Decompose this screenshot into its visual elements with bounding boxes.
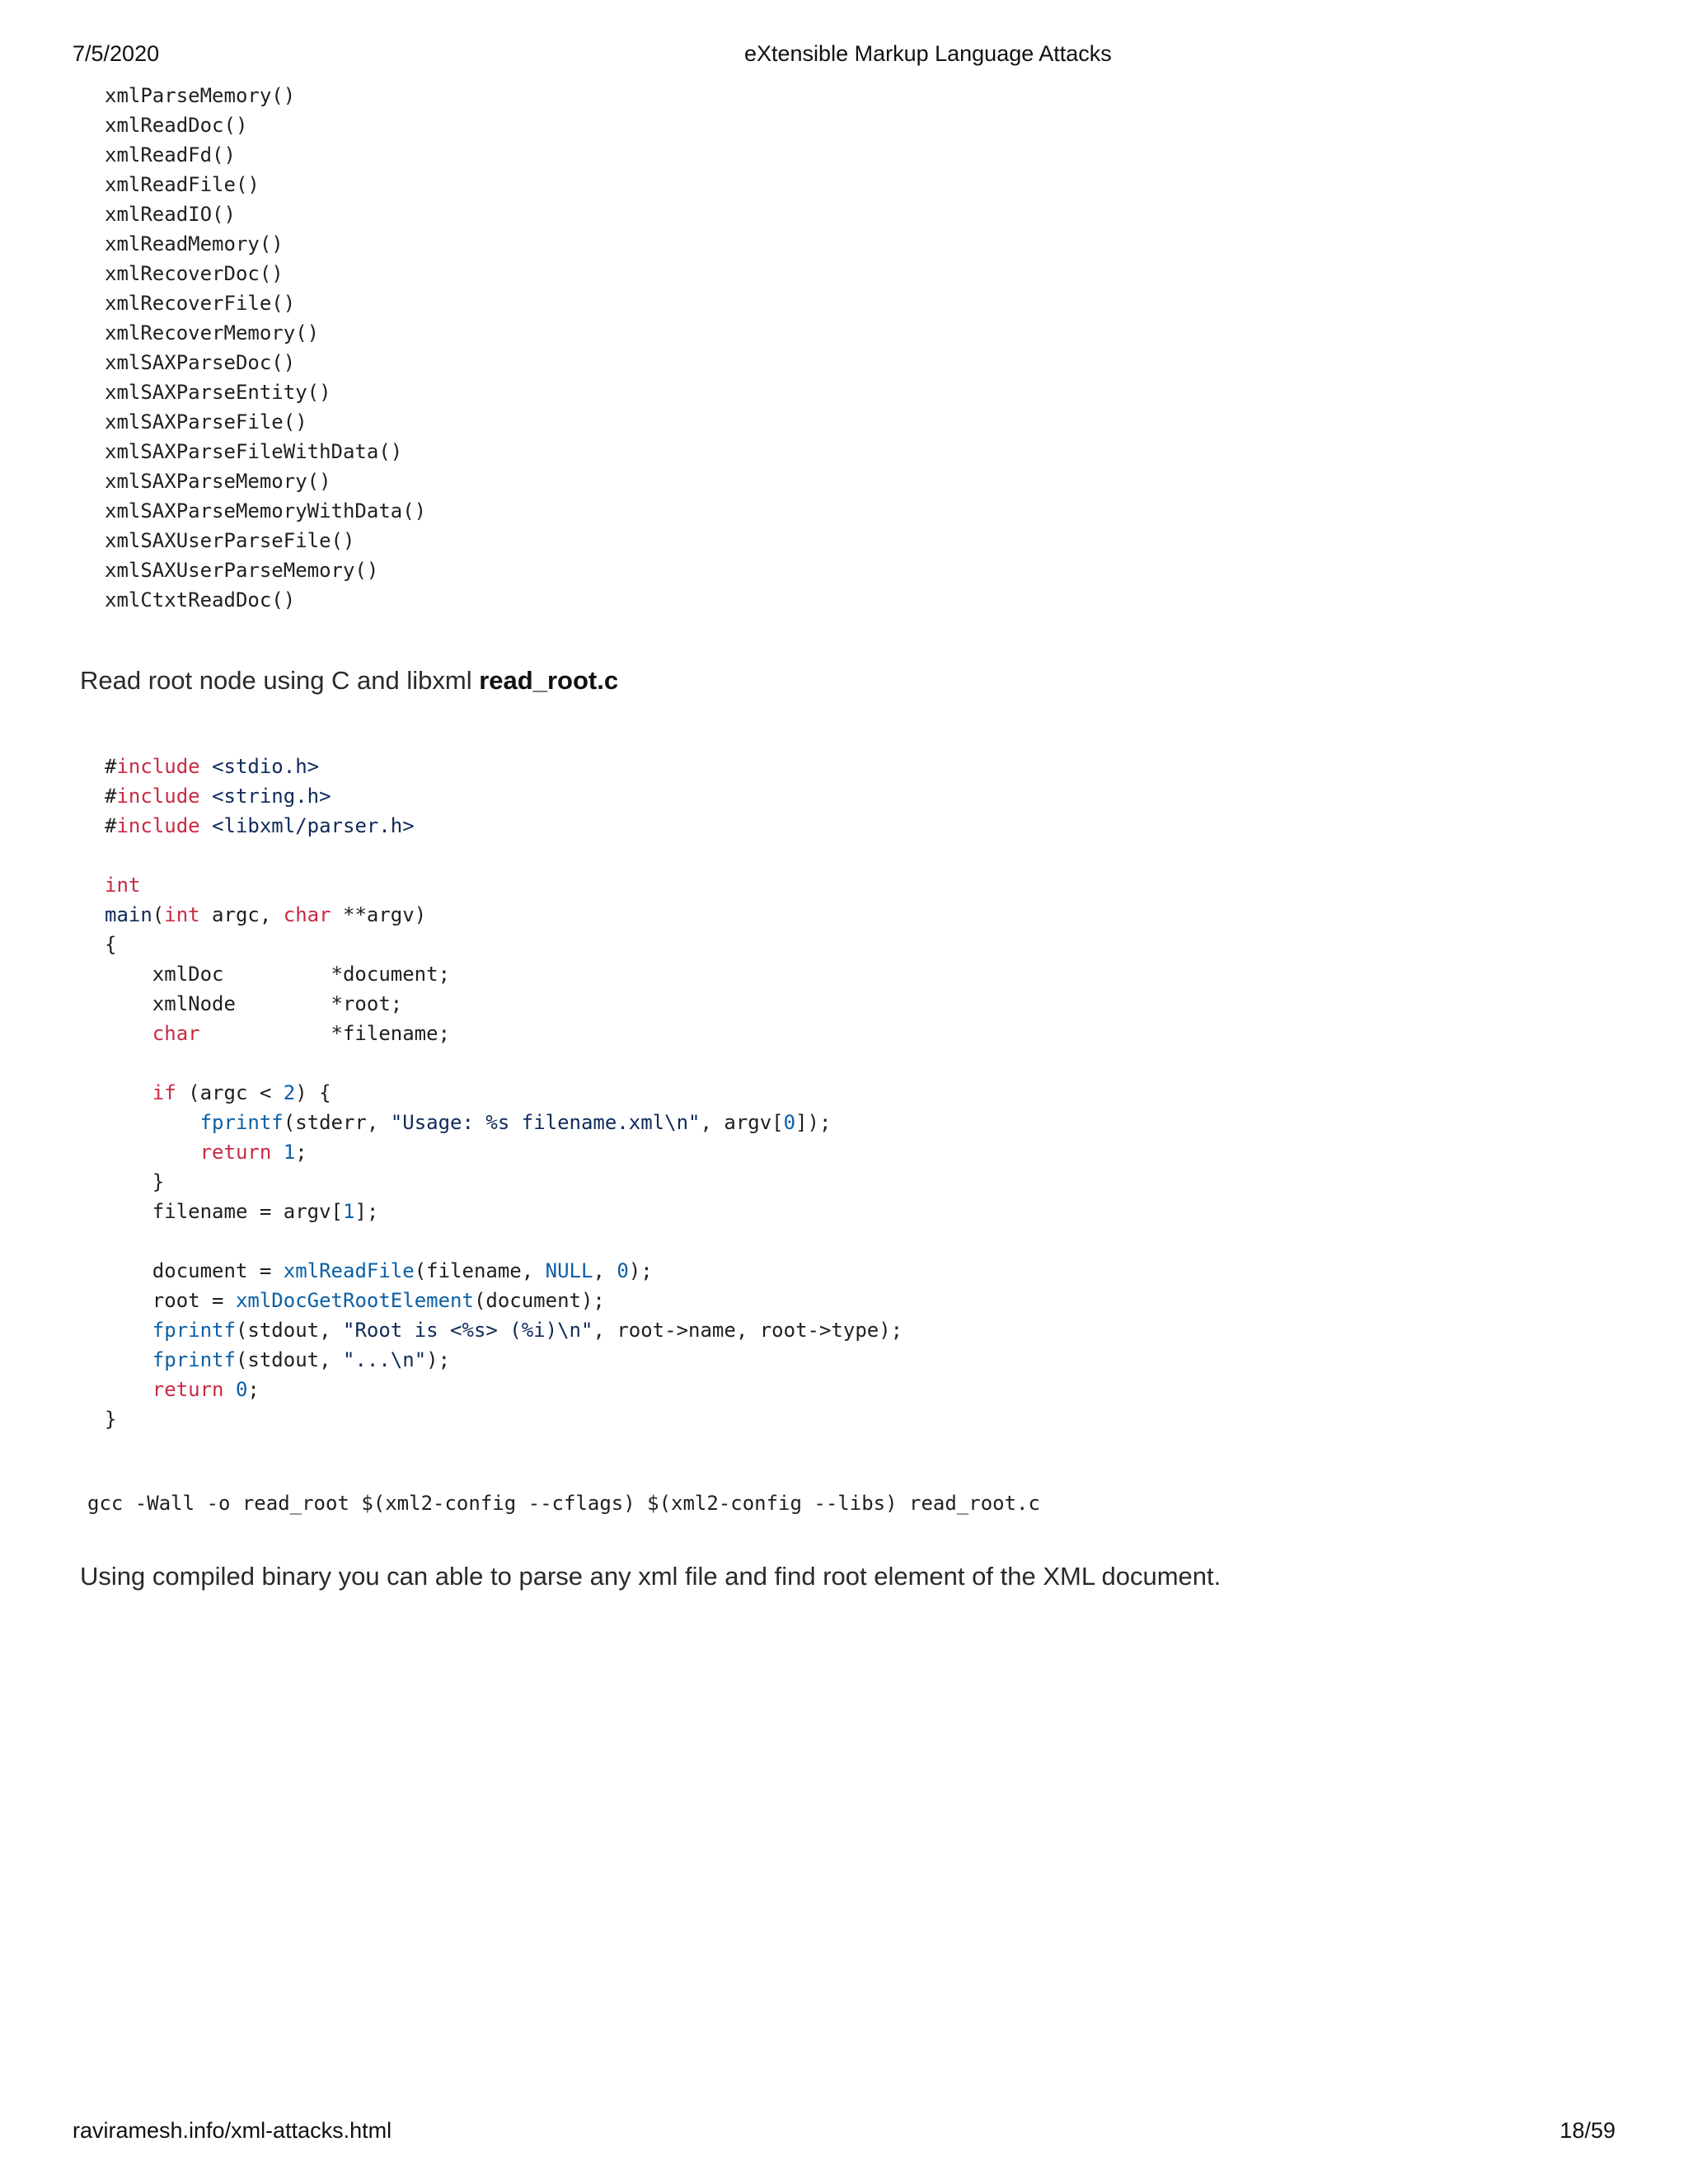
code-line: return 1; <box>199 1141 307 1164</box>
code-line: return 0; <box>152 1378 260 1401</box>
code-line: fprintf(stderr, "Usage: %s filename.xml\n", argv[0]); <box>199 1111 832 1134</box>
function-list-item: xmlParseMemory() <box>105 84 296 107</box>
filename-bold: read_root.c <box>479 666 619 695</box>
code-line: xmlDoc *document; <box>105 963 451 986</box>
function-list-item: xmlSAXParseFileWithData() <box>105 440 403 463</box>
function-list-item: xmlReadDoc() <box>105 114 248 137</box>
code-line: int <box>105 874 141 897</box>
code-line <box>105 1048 903 1078</box>
code-line: { <box>105 933 117 956</box>
print-date: 7/5/2020 <box>73 41 160 66</box>
code-line: #include <stdio.h> <box>105 755 320 778</box>
page-url: raviramesh.info/xml-attacks.html <box>73 2118 392 2143</box>
function-list-item: xmlRecoverFile() <box>105 292 296 315</box>
function-list-item: xmlRecoverDoc() <box>105 262 284 285</box>
code-line: root = xmlDocGetRootElement(document); <box>105 1289 605 1312</box>
function-list-item: xmlReadMemory() <box>105 232 284 255</box>
function-list-item: xmlReadFd() <box>105 143 236 166</box>
code-line: } <box>105 1170 165 1193</box>
code-line: #include <libxml/parser.h> <box>105 814 415 837</box>
code-line: document = xmlReadFile(filename, NULL, 0); <box>105 1259 653 1282</box>
function-list <box>105 81 426 615</box>
code-block <box>105 752 903 1434</box>
function-list-item: xmlSAXUserParseMemory() <box>105 559 379 582</box>
document-title: eXtensible Markup Language Attacks <box>744 41 1112 66</box>
code-line: xmlNode *root; <box>105 992 403 1015</box>
code-line: char *filename; <box>152 1022 451 1045</box>
function-list-item: xmlSAXParseFile() <box>105 410 307 434</box>
intro-paragraph <box>80 666 618 696</box>
code-line <box>105 841 903 870</box>
function-list-item: xmlSAXParseDoc() <box>105 351 296 374</box>
code-line: } <box>105 1408 117 1431</box>
code-line: filename = argv[1]; <box>105 1200 379 1223</box>
code-line: if (argc < 2) { <box>152 1081 331 1104</box>
function-list-item: xmlSAXParseEntity() <box>105 381 331 404</box>
function-list-item: xmlReadFile() <box>105 173 260 196</box>
summary-paragraph: Using compiled binary you can able to parse any xml file and find root element of the XML document. <box>80 1562 1221 1591</box>
compile-command: gcc -Wall -o read_root $(xml2-config --cflags) $(xml2-config --libs) read_root.c <box>87 1492 1040 1515</box>
code-line <box>105 1226 903 1256</box>
function-list-item: xmlSAXParseMemoryWithData() <box>105 499 427 523</box>
function-list-item: xmlSAXUserParseFile() <box>105 529 355 552</box>
code-line: main(int argc, char **argv) <box>105 903 427 926</box>
function-list-item: xmlRecoverMemory() <box>105 321 320 344</box>
function-list-item: xmlCtxtReadDoc() <box>105 588 296 612</box>
page-number: 18/59 <box>1559 2118 1615 2143</box>
code-line: #include <string.h> <box>105 785 331 808</box>
code-line: fprintf(stdout, "...\n"); <box>152 1348 451 1371</box>
intro-text: Read root node using C and libxml <box>80 666 480 695</box>
code-line: fprintf(stdout, "Root is <%s> (%i)\n", root->name, root->type); <box>152 1319 903 1342</box>
function-list-item: xmlReadIO() <box>105 203 236 226</box>
function-list-item: xmlSAXParseMemory() <box>105 470 331 493</box>
